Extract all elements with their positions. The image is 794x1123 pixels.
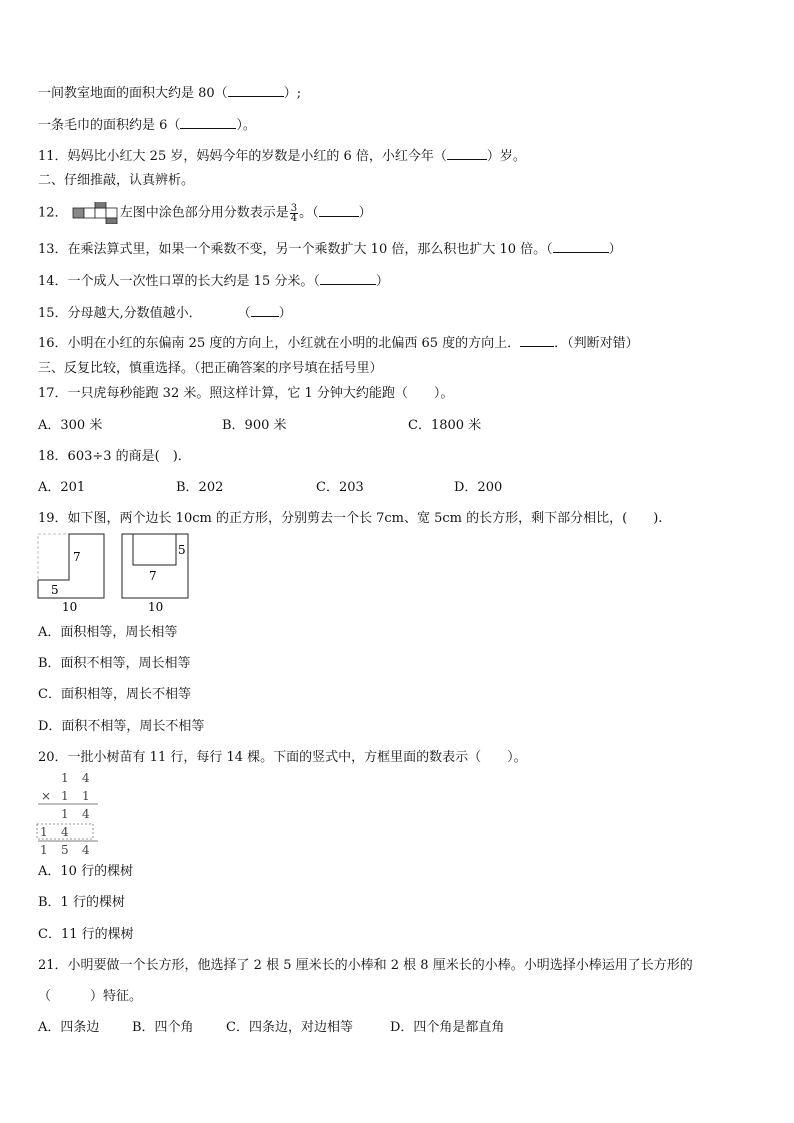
label-5: 5 bbox=[178, 543, 186, 557]
option-c[interactable]: C．11 行的棵树 bbox=[38, 927, 134, 942]
answer-blank[interactable] bbox=[553, 240, 609, 253]
answer-blank[interactable] bbox=[319, 204, 359, 217]
question-17: 17．一只虎每秒能跑 32 米。照这样计算，它 1 分钟大约能跑（ ）。 bbox=[38, 386, 454, 401]
option-b[interactable]: B．面积不相等，周长相等 bbox=[38, 656, 191, 671]
label-10: 10 bbox=[62, 600, 78, 614]
option-c[interactable]: C．203 bbox=[316, 480, 364, 495]
question-21: 21．小明要做一个长方形，他选择了 2 根 5 厘米长的小棒和 2 根 8 厘米长的小棒。小明选择小棒运用了长方形的 bbox=[38, 958, 693, 973]
option-d[interactable]: D．面积不相等，周长不相等 bbox=[38, 719, 205, 734]
question-21-continued: （ ）特征。 bbox=[38, 989, 143, 1004]
answer-blank[interactable] bbox=[520, 334, 554, 347]
svg-text:1: 1 bbox=[40, 843, 48, 857]
svg-text:×: × bbox=[41, 789, 52, 803]
option-b[interactable]: B．900 米 bbox=[222, 418, 287, 433]
question-12: 12． 左图中涂色部分用分数表示是 $\frac{3}{4}$ 。（ ） bbox=[38, 202, 372, 224]
question-19: 19．如下图，两个边长 10cm 的正方形，分别剪去一个长 7cm、宽 5cm 的长方形，剩下部分相比，( ). bbox=[38, 511, 663, 526]
option-a[interactable]: A．201 bbox=[38, 480, 86, 495]
answer-blank[interactable] bbox=[180, 116, 236, 129]
svg-text:5: 5 bbox=[61, 843, 69, 857]
section-heading-3: 三、反复比较，慎重选择。（把正确答案的序号填在括号里） bbox=[38, 361, 383, 376]
label-10: 10 bbox=[148, 600, 164, 614]
vertical-multiplication bbox=[34, 770, 104, 860]
answer-blank[interactable] bbox=[320, 272, 376, 285]
question-11: 11．妈妈比小红大 25 岁，妈妈今年的岁数是小红的 6 倍，小红今年（ ）岁。 bbox=[38, 149, 526, 164]
label-7: 7 bbox=[149, 569, 157, 583]
option-d[interactable]: D．四个角是都直角 bbox=[390, 1020, 505, 1035]
question-15: 15．分母越大,分数值越小． （ ） bbox=[38, 306, 292, 321]
option-b[interactable]: B．1 行的棵树 bbox=[38, 895, 125, 910]
answer-blank[interactable] bbox=[251, 304, 279, 317]
question-14: 14．一个成人一次性口罩的长大约是 15 分米。（ ） bbox=[38, 274, 389, 289]
answer-blank[interactable] bbox=[228, 84, 284, 97]
label-5: 5 bbox=[51, 583, 59, 597]
svg-text:1: 1 bbox=[61, 771, 69, 785]
shaded-grid-figure bbox=[72, 202, 120, 224]
option-a[interactable]: A．10 行的棵树 bbox=[38, 864, 134, 879]
question-line-towel-area: 一条毛巾的面积约是 6（ ）。 bbox=[38, 118, 256, 133]
option-d[interactable]: D．200 bbox=[454, 480, 503, 495]
question-16: 16．小明在小红的东偏南 25 度的方向上，小红就在小明的北偏西 65 度的方向上． ．（判断对错） bbox=[38, 336, 639, 351]
option-b[interactable]: B．四个角 bbox=[132, 1020, 194, 1035]
option-a[interactable]: A．四条边 bbox=[38, 1020, 100, 1035]
question-18: 18．603÷3 的商是( )． bbox=[38, 449, 191, 464]
svg-text:4: 4 bbox=[82, 843, 90, 857]
svg-text:1: 1 bbox=[40, 825, 48, 839]
svg-text:4: 4 bbox=[61, 825, 69, 839]
option-c[interactable]: C．1800 米 bbox=[408, 418, 482, 433]
svg-text:1: 1 bbox=[61, 789, 69, 803]
svg-text:1: 1 bbox=[82, 789, 90, 803]
option-a[interactable]: A．面积相等，周长相等 bbox=[38, 625, 178, 640]
section-heading-2: 二、仔细推敲，认真辨析。 bbox=[38, 173, 195, 188]
squares-figure bbox=[36, 532, 196, 616]
label-7: 7 bbox=[73, 550, 81, 564]
option-c[interactable]: C．四条边，对边相等 bbox=[226, 1020, 353, 1035]
option-b[interactable]: B．202 bbox=[176, 480, 224, 495]
option-a[interactable]: A．300 米 bbox=[38, 418, 103, 433]
svg-text:1: 1 bbox=[61, 807, 69, 821]
question-line-classroom-area: 一间教室地面的面积大约是 80（ ）; bbox=[38, 86, 302, 101]
svg-text:4: 4 bbox=[82, 807, 90, 821]
question-13: 13．在乘法算式里，如果一个乘数不变，另一个乘数扩大 10 倍，那么积也扩大 10 倍。（ ） bbox=[38, 242, 622, 257]
svg-text:4: 4 bbox=[82, 771, 90, 785]
answer-blank[interactable] bbox=[447, 147, 487, 160]
option-c[interactable]: C．面积相等，周长不相等 bbox=[38, 687, 191, 702]
question-20: 20．一批小树苗有 11 行，每行 14 棵。下面的竖式中，方框里面的数表示（ ）。 bbox=[38, 750, 527, 765]
fraction-three-quarters: $\frac{3}{4}$ bbox=[290, 202, 298, 224]
